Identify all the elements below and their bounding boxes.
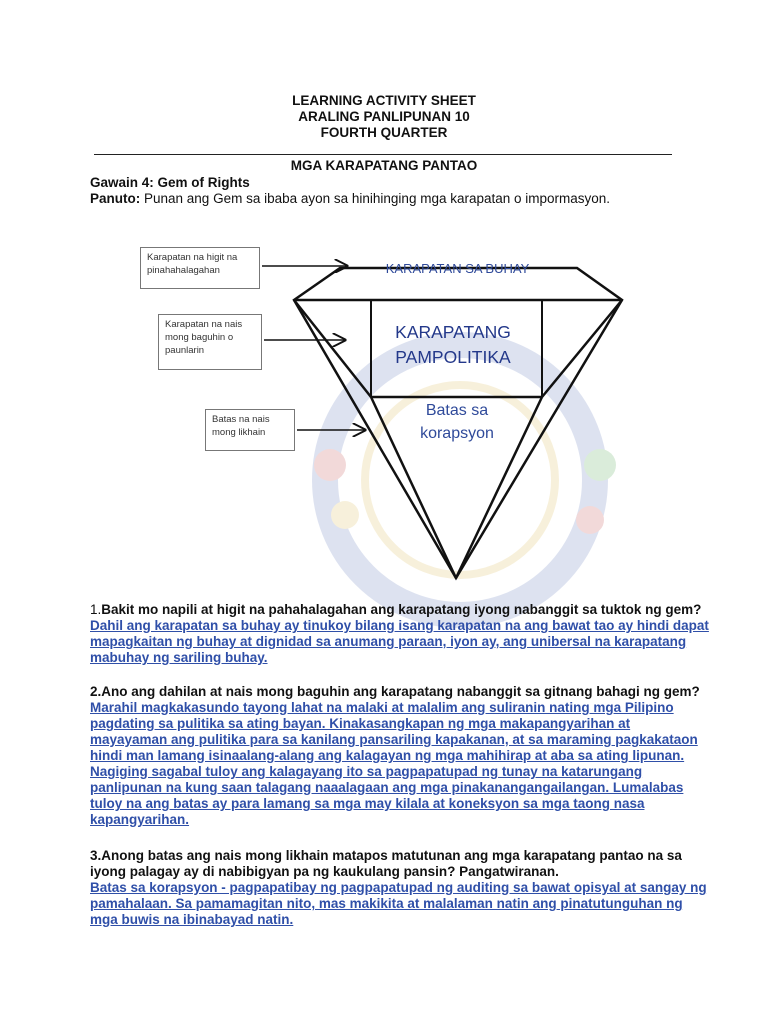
question-number: 1. (90, 602, 102, 617)
callout-valued-right: Karapatan na higit na pinahahalagahan (140, 247, 260, 289)
gem-middle-text: KARAPATANG PAMPOLITIKA (395, 322, 511, 367)
question-number: 3. (90, 848, 102, 863)
question-text: Anong batas ang nais mong likhain matapos matutunan ang mga karapatang pantao na sa iyong palagay ay di nabibigyan pa ng kaukulang pansin? Pangatwiranan. (90, 848, 682, 879)
header-line-3: FOURTH QUARTER (320, 125, 448, 140)
header-line-1: LEARNING ACTIVITY SHEET (292, 93, 476, 108)
gem-line (294, 300, 371, 397)
question-text: Ano ang dahilan at nais mong baguhin ang karapatang nabanggit sa gitnang bahagi ng gem? (101, 684, 700, 699)
directions-label: Panuto: (90, 191, 141, 206)
question-text: Bakit mo napili at higit na pahahalagahan ang karapatang iyong nabanggit sa tuktok ng gem? (101, 602, 702, 617)
question-number: 2. (90, 684, 102, 699)
answer-text: Batas sa korapsyon - pagpapatibay ng pagpapatupad ng auditing sa bawat opisyal at sangay ng pamahalaan. Sa pamamagitan nito, mas makikita at malalaman natin ang pinatutunguhan ng mga buwis na ibinabayad natin. (90, 880, 707, 927)
answer-text: Dahil ang karapatan sa buhay ay tinukoy bilang isang karapatan na ang bawat tao ay hindi dapat mapagkaitan ng buhay at dignidad sa anumang paraan, iyon ay, ang unibersal na karapatang mabuhay ng sariling buhay. (90, 618, 709, 665)
callout-right-to-change: Karapatan na nais mong baguhin o paunlarin (158, 314, 262, 370)
gem-bottom-text: Batas sa korapsyon (420, 402, 494, 442)
directions-text: Punan ang Gem sa ibaba ayon sa hinihinging mga karapatan o impormasyon. (140, 191, 611, 206)
callout-law-to-create: Batas na nais mong likhain (205, 409, 295, 451)
gem-top-text: KARAPATAN SA BUHAY (385, 261, 530, 276)
page-title: MGA KARAPATANG PANTAO (290, 158, 478, 173)
question-block-2 (90, 684, 710, 828)
question-block-1 (90, 602, 710, 666)
gem-line (542, 300, 622, 397)
activity-title: Gawain 4: Gem of Rights (90, 175, 250, 190)
answer-text: Marahil magkakasundo tayong lahat na malaki at malalim ang suliranin nating mga Pilipino pagdating sa pulitika sa ating bayan. Kinakasangkapan ng mga makapangyarihan at mayayaman ang pulitika para sa kanilang pansariling kapakanan, at sa maraming pagkakataon hindi man lamang isinaalang-alang ang kalagayan ng mga mahihirap at aba sa ating lipunan. Nagiging sagabal tuloy ang kalagayang ito sa pagpapatupad ng tunay na katarungang panlipunan na kung saan talagang naaalagaan ang mga pinakanangangailangan. Lumalabas tuloy na ang batas ay para lamang sa mga may kilala at koneksyon sa mga taong nasa kapangyarihan. (90, 700, 698, 827)
header-line-2: ARALING PANLIPUNAN 10 (298, 109, 470, 124)
question-block-3 (90, 848, 710, 928)
